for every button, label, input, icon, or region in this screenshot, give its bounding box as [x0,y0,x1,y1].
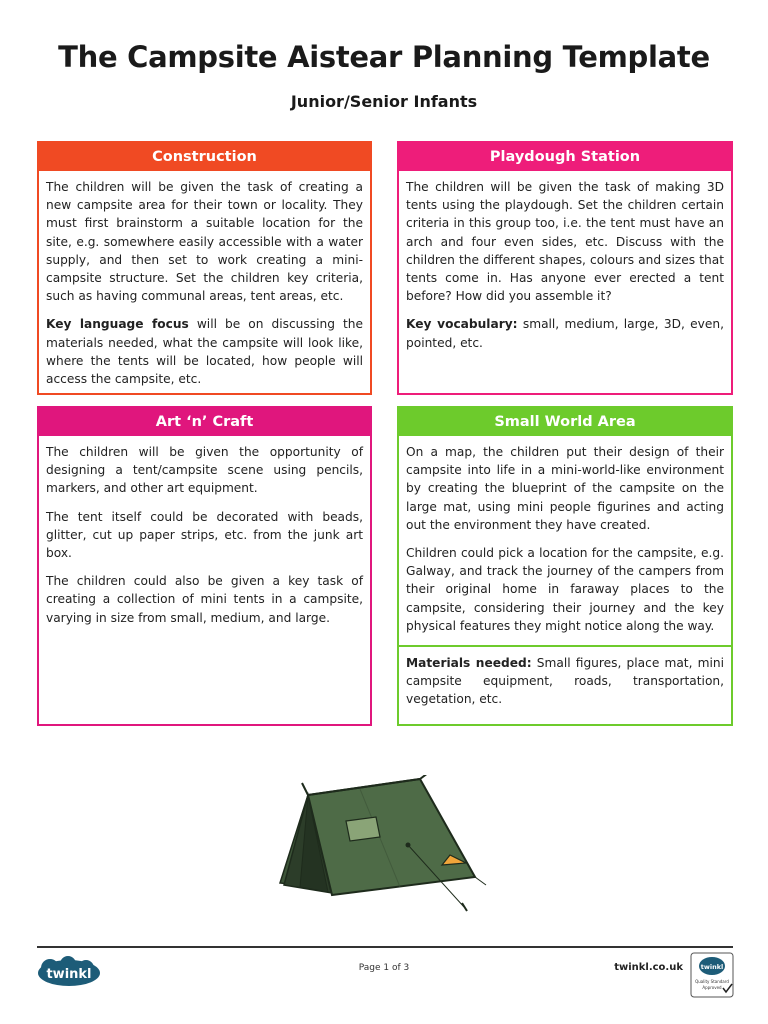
playdough-key-label: Key vocabulary: [406,317,518,332]
small-world-paragraph-1: On a map, the children put their design of their campsite into life in a mini-world-like environment by creating the blueprint of the campsite on the large mat, using mini people figurines and acting out the environment they have created. [406,445,724,532]
page-subtitle: Junior/Senior Infants [290,92,478,111]
badge-logo-text: twinkl [700,963,724,971]
playdough-key-text: small, medium, large, 3D, even, pointed, etc. [406,317,724,350]
page-number: Page 1 of 3 [358,963,410,973]
art-craft-box [37,406,372,726]
quality-badge-icon [690,952,734,998]
art-paragraph-2: The tent itself could be decorated with beads, glitter, cut up paper strips, etc. from the junk art box. [46,509,363,561]
construction-paragraph-1: The children will be given the task of creating a new campsite area for their town or locality. They must first brainstorm a suitable location for the site, e.g. somewhere easily accessible with a water supply, and then set to work creating a mini-campsite structure. Set the children key criteria, such as having communal areas, tent areas, etc. [46,180,363,304]
construction-key-label: Key language focus [46,317,189,332]
small-world-heading: Small World Area [399,408,731,436]
site-url: twinkl.co.uk [614,962,683,973]
art-craft-heading: Art ‘n’ Craft [39,408,370,436]
playdough-paragraph-1: The children will be given the task of making 3D tents using the playdough. Set the children certain criteria in this group too, i.e. the tent must have an arch and four even sides, etc. Discuss with the children the different shapes, colours and sizes that tents come in. Has anyone ever erected a tent before? How did you assemble it? [406,180,724,304]
footer-divider [37,946,733,948]
materials-text: Small figures, place mat, mini campsite equipment, roads, transportation, vegetation, etc. [406,656,724,707]
small-world-paragraph-2: Children could pick a location for the campsite, e.g. Galway, and track the journey of the campers from their original home in faraway places to the campsite, considering their journey and the key physical features they might notice along the way. [406,546,724,633]
construction-key-text: will be on discussing the materials needed, what the campsite will look like, where the tents will be located, how people will access the campsite, etc. [46,317,364,387]
small-world-paragraph-3 [406,654,724,709]
playdough-box [397,141,733,395]
badge-line-2: Approved [702,985,722,990]
tent-illustration [270,775,490,915]
art-paragraph-3: The children could also be given a key task of creating a collection of mini tents in a campsite, varying in size from small, medium, and large. [46,574,363,625]
art-paragraph-1: The children will be given the opportunity of designing a tent/campsite scene using pencils, markers, and other art equipment. [46,445,363,496]
materials-label: Materials needed: [406,656,532,671]
small-world-divider [399,645,731,709]
small-world-box [397,406,733,726]
logo-text: twinkl [46,967,92,982]
playdough-paragraph-2 [406,315,724,351]
construction-heading: Construction [39,143,370,171]
playdough-heading: Playdough Station [399,143,731,171]
page-title: The Campsite Aistear Planning Template [58,40,710,74]
badge-line-1: Quality Standard [695,979,729,984]
construction-paragraph-2 [46,315,363,388]
construction-box [37,141,372,395]
